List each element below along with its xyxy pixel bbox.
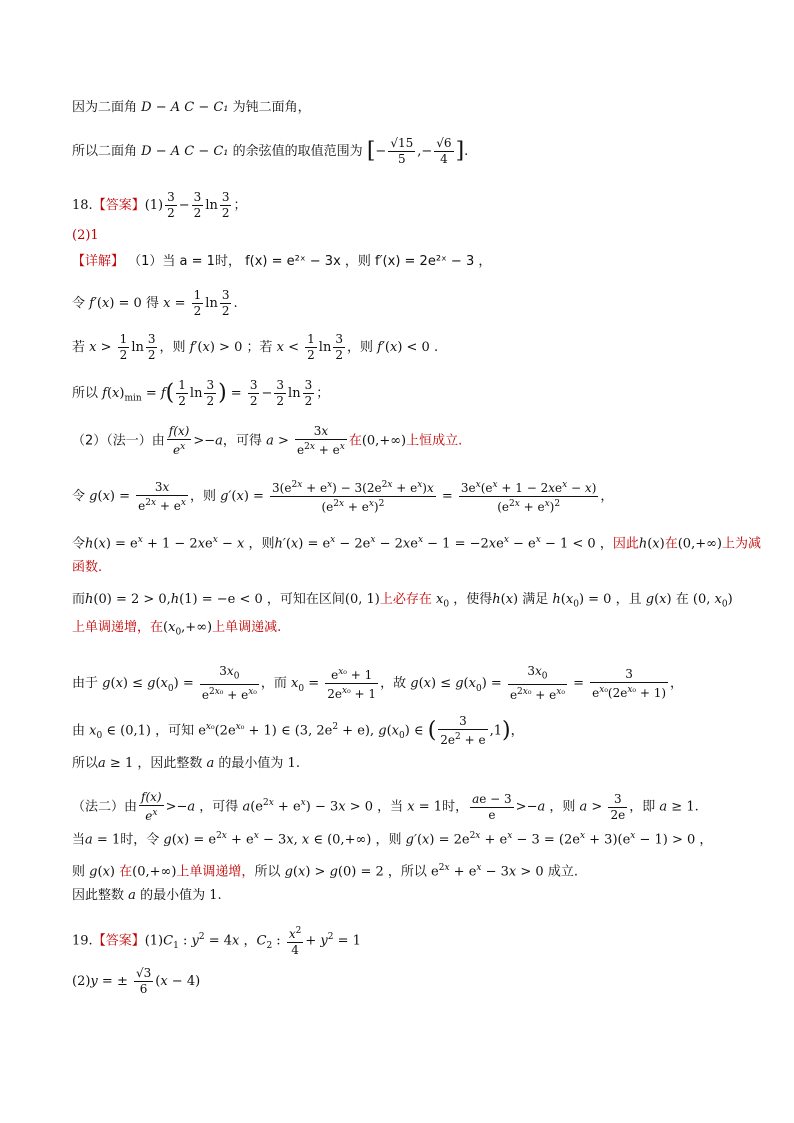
para-obtuse: 因为二面角 D − A C − C₁ 为钝二面角， <box>72 100 311 115</box>
h-decreasing-cont: 函数. <box>72 560 103 575</box>
answer-18-part2: (2)1 <box>72 228 99 243</box>
explain-start: 【详解】 （1）当 a = 1时， f(x) = e²ˣ − 3x ，则 f′(x) = 2e²ˣ − 3 ， <box>72 254 492 269</box>
method2-start: （法二）由 $\frac{f(x)}{e^x}$ >−a ，可得 $a(e^{2x} + e^x) - 3x > 0$ ，当 x = 1时， $\frac{ae - 3}{e}$ >−a ，则 a > $\frac{3}{2e}$ ，即 a ≥ 1. <box>72 790 699 823</box>
method2-monotone: 则 g(x) 在(0,+∞)上单调递增，所以 g(x) > g(0) = 2 ，所以 $e^{2x} + e^x - 3x > 0$ 成立. <box>72 863 578 880</box>
h-function: 令$h(x) = e^x + 1 - 2xe^x - x$ ，则$h'(x) = e^x - 2e^x - 2xe^x - 1 = -2xe^x - e^x - 1 < 0$ ，因此h(x)在(0,+∞)上为减 <box>72 535 762 552</box>
method1-start: （2）（法一）由 $\frac{f(x)}{e^x}$ >−a，可得 a > $\frac{3x}{e^{2x} + e^x}$ 在(0,+∞)上恒成立. <box>72 424 463 457</box>
derivative-zero: 令 f′(x) = 0 得 x = $\frac{1}{2}$ ln $\frac{3}{2}$ . <box>72 288 238 318</box>
sign-analysis: 若 x > $\frac{1}{2}$ ln $\frac{3}{2}$ ，则 f′(x) > 0 ；若 x < $\frac{1}{2}$ ln $\frac{3}{2}$ ，则 f′(x) < 0 . <box>72 332 439 362</box>
range-g-x0: 由 $x_0$ ∈ (0,1) ，可知 $e^{x_0}(2e^{x_0} + 1)$ ∈ (3, $2e^2 + e$), $g(x_0)$ ∈ ( $\frac{3}{2e^2 + e}$ ,1)， <box>72 714 524 747</box>
conclusion-2: 因此整数 a 的最小值为 1. <box>72 888 222 903</box>
answer-19-part2: (2)y = ± $\frac{√3}{6}$ (x − 4) <box>72 966 201 996</box>
method2-check: 当a = 1时，令 $g(x) = e^{2x} + e^x - 3x$, x ∈ (0,+∞) ，则 $g'(x) = 2e^{2x} + e^x - 3 = (2e^x + 3)(e^x - 1) > 0$ ， <box>72 831 713 848</box>
para-cos-range: 所以二面角 D − A C − C₁ 的余弦值的取值范围为 [− $\frac{√15}{5}$ ,− $\frac{√6}{4}$ ]. <box>72 136 469 166</box>
monotonic-intervals: 上单调递增，在$(x_0,+\infty)$上单调递减. <box>72 620 282 638</box>
conclusion-1: 所以a ≥ 1 ，因此整数 a 的最小值为 1. <box>72 756 300 771</box>
g-max: 由于 $g(x) \le g(x_0)$ = $\frac{3x_0}{e^{2x_0} + e^{x_0}}$ ，而 $x_0$ = $\frac{e^{x_0} + 1}{2e^{x_0} + 1}$ ，故 $g(x) \le g(x_0)$ = $\frac{3x_0}{e^{2x_0} + e^{x_0}}$ = $\frac{3}{e^{x_0}(2e^{x_0} + 1)}$ ， <box>72 664 684 703</box>
g-derivative: 令 g(x) = $\frac{3x}{e^{2x} + e^x}$ ，则 g′(x) = $\frac{3(e^{2x} + e^x) - 3(2e^{2x} + e^x)x}{(e^{2x} + e^x)^2}$ = $\frac{3e^x(e^x + 1 - 2xe^x - x)}{(e^{2x} + e^x)^2}$ ， <box>72 479 614 514</box>
zero-existence: 而h(0) = 2 > 0,h(1) = −e < 0 ，可知在区间(0, 1)上必存在 $x_0$ ，使得h(x) 满足 $h(x_0) = 0$ ，且 g(x) 在 (0, $x_0$) <box>72 592 733 610</box>
answer-18: 18.【答案】(1) $\frac{3}{2}$ − $\frac{3}{2}$ ln $\frac{3}{2}$ ； <box>72 190 247 220</box>
min-value: 所以 $f(x)_{min} = f$( $\frac{1}{2}$ ln $\frac{3}{2}$ ) = $\frac{3}{2}$ − $\frac{3}{2}$ ln $\frac{3}{2}$ ； <box>72 378 330 408</box>
answer-19: 19.【答案】$(1)C_1$ : $y^2 = 4x$ ，$C_2$ : $\frac{x^2}{4}$ + $y^2 = 1$ <box>72 926 361 957</box>
